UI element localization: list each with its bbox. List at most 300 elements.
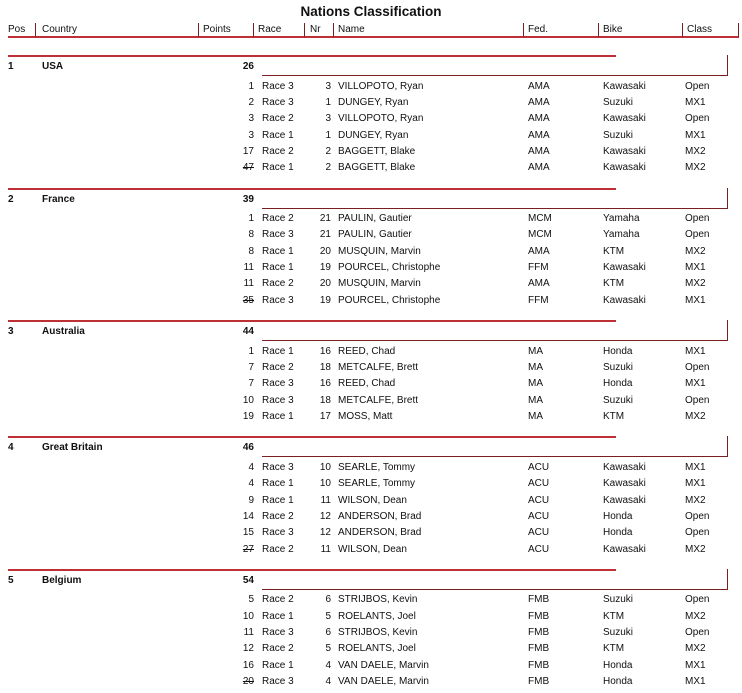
row-points: 2 xyxy=(248,96,254,108)
row-bike: Honda xyxy=(603,345,633,357)
row-rider-name: REED, Chad xyxy=(338,378,396,390)
row-bike: Kawasaki xyxy=(603,494,646,506)
row-points: 1 xyxy=(248,345,254,357)
country-spacer xyxy=(36,509,199,525)
row-points: 11 xyxy=(243,627,254,639)
row-rider-name: SEARLE, Tommy xyxy=(338,478,416,490)
pos-spacer xyxy=(8,509,36,525)
pos-spacer xyxy=(8,592,36,608)
row-rider-number: 20 xyxy=(319,245,331,257)
country-spacer xyxy=(36,641,199,657)
page-title: Nations Classification xyxy=(300,4,442,19)
country-spacer xyxy=(36,493,199,509)
country-spacer xyxy=(36,409,199,425)
row-federation: AMA xyxy=(528,145,550,157)
row-points: 7 xyxy=(248,378,254,390)
row-federation: MA xyxy=(528,394,543,406)
result-row xyxy=(8,260,739,276)
country-spacer xyxy=(36,160,199,176)
row-bike: Honda xyxy=(603,378,633,390)
result-row xyxy=(8,658,739,674)
row-federation: MCM xyxy=(528,213,552,225)
row-class: MX2 xyxy=(685,245,706,257)
row-rider-name: MUSQUIN, Marvin xyxy=(338,245,421,257)
group-country: France xyxy=(42,193,75,205)
row-federation: FMB xyxy=(528,594,550,606)
row-federation: ACU xyxy=(528,494,550,506)
row-class: MX1 xyxy=(685,294,706,306)
group-country: Great Britain xyxy=(42,442,103,454)
row-race: Race 1 xyxy=(262,659,294,671)
row-rider-name: VILLOPOTO, Ryan xyxy=(338,80,424,92)
row-class: MX1 xyxy=(685,96,706,108)
country-spacer xyxy=(36,111,199,127)
row-class: MX2 xyxy=(685,643,706,655)
group-position: 4 xyxy=(8,442,14,454)
result-row xyxy=(8,160,739,176)
row-rider-number: 18 xyxy=(319,394,331,406)
result-row xyxy=(8,293,739,309)
row-bike: Kawasaki xyxy=(603,478,646,490)
row-federation: MA xyxy=(528,345,543,357)
row-class: Open xyxy=(685,627,710,639)
column-header-nr: Nr xyxy=(305,23,334,38)
row-race: Race 1 xyxy=(262,129,294,141)
group-header-underline xyxy=(262,55,728,76)
result-row xyxy=(8,592,739,608)
country-spacer xyxy=(36,227,199,243)
row-rider-name: BAGGETT, Blake xyxy=(338,145,416,157)
pos-spacer xyxy=(8,393,36,409)
pos-spacer xyxy=(8,227,36,243)
group-header-underline xyxy=(262,436,728,457)
row-rider-number: 21 xyxy=(319,213,331,225)
column-header-race: Race xyxy=(254,23,305,38)
result-row xyxy=(8,376,739,392)
row-rider-name: PAULIN, Gautier xyxy=(338,229,412,241)
country-spacer xyxy=(36,376,199,392)
column-header-country: Country xyxy=(36,23,199,38)
row-class: Open xyxy=(685,394,710,406)
country-spacer xyxy=(36,525,199,541)
pos-spacer xyxy=(8,128,36,144)
result-row xyxy=(8,409,739,425)
row-class: Open xyxy=(685,527,710,539)
pos-spacer xyxy=(8,293,36,309)
row-rider-number: 1 xyxy=(325,96,331,108)
result-row xyxy=(8,476,739,492)
row-points: 8 xyxy=(248,245,254,257)
row-bike: Kawasaki xyxy=(603,461,646,473)
row-points: 27 xyxy=(242,543,254,555)
result-row xyxy=(8,79,739,95)
row-rider-number: 4 xyxy=(325,676,331,688)
country-spacer xyxy=(36,276,199,292)
result-row xyxy=(8,674,739,690)
row-bike: Yamaha xyxy=(603,213,640,225)
row-race: Race 3 xyxy=(262,96,294,108)
group-rows xyxy=(8,344,739,426)
result-row xyxy=(8,227,739,243)
row-rider-number: 4 xyxy=(325,659,331,671)
row-federation: AMA xyxy=(528,162,550,174)
row-bike: Honda xyxy=(603,659,633,671)
row-federation: ACU xyxy=(528,478,550,490)
row-points: 14 xyxy=(242,510,254,522)
country-spacer xyxy=(36,674,199,690)
country-spacer xyxy=(36,360,199,376)
pos-spacer xyxy=(8,525,36,541)
row-federation: ACU xyxy=(528,527,550,539)
group-position: 5 xyxy=(8,574,14,586)
column-header-pos: Pos xyxy=(8,23,36,38)
row-rider-number: 12 xyxy=(319,510,331,522)
row-rider-name: VAN DAELE, Marvin xyxy=(338,676,429,688)
result-row xyxy=(8,460,739,476)
result-row xyxy=(8,641,739,657)
row-federation: AMA xyxy=(528,245,550,257)
row-rider-name: DUNGEY, Ryan xyxy=(338,96,409,108)
row-rider-name: BAGGETT, Blake xyxy=(338,162,416,174)
pos-spacer xyxy=(8,658,36,674)
column-header-bike: Bike xyxy=(599,23,683,38)
row-rider-number: 5 xyxy=(325,610,331,622)
row-class: MX1 xyxy=(685,478,706,490)
row-federation: FMB xyxy=(528,659,550,671)
result-row xyxy=(8,95,739,111)
row-bike: Kawasaki xyxy=(603,162,646,174)
row-points: 11 xyxy=(243,278,254,290)
row-rider-name: ROELANTS, Joel xyxy=(338,643,416,655)
result-row xyxy=(8,625,739,641)
group-position: 3 xyxy=(8,326,14,338)
column-header-class: Class xyxy=(683,23,739,38)
result-row xyxy=(8,244,739,260)
row-race: Race 1 xyxy=(262,478,294,490)
row-rider-number: 3 xyxy=(325,113,331,125)
column-header-name: Name xyxy=(334,23,524,38)
row-points: 3 xyxy=(248,113,254,125)
pos-spacer xyxy=(8,79,36,95)
country-spacer xyxy=(36,128,199,144)
row-class: MX1 xyxy=(685,262,706,274)
row-bike: Kawasaki xyxy=(603,262,646,274)
nation-group xyxy=(0,569,742,691)
row-federation: MA xyxy=(528,378,543,390)
row-bike: Suzuki xyxy=(603,96,634,108)
country-spacer xyxy=(36,393,199,409)
row-rider-number: 10 xyxy=(319,478,331,490)
row-points: 1 xyxy=(248,213,254,225)
row-federation: ACU xyxy=(528,461,550,473)
row-rider-number: 17 xyxy=(319,411,331,422)
row-federation: AMA xyxy=(528,80,550,92)
country-spacer xyxy=(36,211,199,227)
row-class: MX1 xyxy=(685,129,706,141)
row-bike: Kawasaki xyxy=(603,543,646,555)
group-rows xyxy=(8,460,739,558)
row-race: Race 2 xyxy=(262,543,294,555)
row-class: MX2 xyxy=(685,162,706,174)
row-points: 17 xyxy=(242,145,254,157)
row-class: Open xyxy=(685,510,710,522)
pos-spacer xyxy=(8,493,36,509)
row-bike: Honda xyxy=(603,676,633,688)
result-row xyxy=(8,144,739,160)
row-bike: Suzuki xyxy=(603,594,634,606)
row-rider-number: 19 xyxy=(319,262,331,274)
row-bike: Suzuki xyxy=(603,394,634,406)
row-rider-name: POURCEL, Christophe xyxy=(338,262,441,274)
row-race: Race 2 xyxy=(262,594,294,606)
row-federation: AMA xyxy=(528,278,550,290)
row-rider-name: WILSON, Dean xyxy=(338,543,407,555)
row-rider-number: 10 xyxy=(319,461,331,473)
row-rider-number: 11 xyxy=(320,494,331,506)
row-bike: Kawasaki xyxy=(603,113,646,125)
pos-spacer xyxy=(8,625,36,641)
country-spacer xyxy=(36,260,199,276)
country-spacer xyxy=(36,609,199,625)
row-class: Open xyxy=(685,113,710,125)
group-header-underline xyxy=(262,569,728,590)
row-race: Race 3 xyxy=(262,229,294,241)
row-race: Race 1 xyxy=(262,610,294,622)
row-points: 19 xyxy=(242,411,254,422)
pos-spacer xyxy=(8,674,36,690)
column-header-fed: Fed. xyxy=(524,23,599,38)
row-race: Race 3 xyxy=(262,676,294,688)
group-points: 39 xyxy=(242,193,254,205)
row-bike: KTM xyxy=(603,245,625,257)
row-class: Open xyxy=(685,361,710,373)
row-points: 12 xyxy=(242,643,254,655)
row-race: Race 3 xyxy=(262,378,294,390)
row-race: Race 1 xyxy=(262,245,294,257)
row-bike: Suzuki xyxy=(603,129,634,141)
row-points: 20 xyxy=(242,676,254,688)
country-spacer xyxy=(36,592,199,608)
country-spacer xyxy=(36,293,199,309)
row-race: Race 2 xyxy=(262,113,294,125)
row-points: 10 xyxy=(242,610,254,622)
row-class: MX2 xyxy=(685,494,706,506)
row-bike: KTM xyxy=(603,643,625,655)
row-class: MX2 xyxy=(685,543,706,555)
row-points: 35 xyxy=(242,294,254,306)
row-race: Race 3 xyxy=(262,461,294,473)
row-rider-name: WILSON, Dean xyxy=(338,494,407,506)
country-spacer xyxy=(36,460,199,476)
row-points: 1 xyxy=(248,80,254,92)
group-rows xyxy=(8,79,739,177)
row-rider-name: VILLOPOTO, Ryan xyxy=(338,113,424,125)
row-rider-name: METCALFE, Brett xyxy=(338,394,419,406)
row-race: Race 2 xyxy=(262,510,294,522)
result-row xyxy=(8,509,739,525)
pos-spacer xyxy=(8,276,36,292)
group-country: Belgium xyxy=(42,574,82,586)
row-rider-number: 3 xyxy=(325,80,331,92)
result-row xyxy=(8,393,739,409)
row-race: Race 3 xyxy=(262,294,294,306)
pos-spacer xyxy=(8,476,36,492)
row-rider-number: 2 xyxy=(325,145,331,157)
row-rider-number: 6 xyxy=(325,594,331,606)
row-federation: AMA xyxy=(528,113,550,125)
row-federation: FFM xyxy=(528,262,549,274)
pos-spacer xyxy=(8,211,36,227)
row-points: 8 xyxy=(248,229,254,241)
row-race: Race 1 xyxy=(262,162,294,174)
row-rider-name: STRIJBOS, Kevin xyxy=(338,594,418,606)
row-race: Race 1 xyxy=(262,262,294,274)
row-rider-name: DUNGEY, Ryan xyxy=(338,129,409,141)
row-rider-number: 6 xyxy=(325,627,331,639)
result-row xyxy=(8,609,739,625)
group-position: 1 xyxy=(8,61,14,72)
row-race: Race 2 xyxy=(262,145,294,157)
pos-spacer xyxy=(8,409,36,425)
row-rider-number: 1 xyxy=(325,129,331,141)
result-row xyxy=(8,344,739,360)
pos-spacer xyxy=(8,376,36,392)
row-points: 9 xyxy=(248,494,254,506)
row-rider-number: 11 xyxy=(320,543,331,555)
result-row xyxy=(8,128,739,144)
group-position: 2 xyxy=(8,193,14,205)
result-row xyxy=(8,276,739,292)
result-row xyxy=(8,360,739,376)
pos-spacer xyxy=(8,344,36,360)
nation-group xyxy=(0,188,742,310)
row-bike: Suzuki xyxy=(603,627,634,639)
country-spacer xyxy=(36,625,199,641)
country-spacer xyxy=(36,542,199,558)
row-rider-number: 12 xyxy=(319,527,331,539)
result-row xyxy=(8,493,739,509)
nation-group xyxy=(0,320,742,425)
row-federation: ACU xyxy=(528,543,550,555)
row-rider-name: POURCEL, Christophe xyxy=(338,294,441,306)
row-federation: MCM xyxy=(528,229,552,241)
row-class: Open xyxy=(685,213,710,225)
column-header-points: Points xyxy=(199,23,254,38)
row-points: 5 xyxy=(248,594,254,606)
group-rows xyxy=(8,211,739,309)
row-points: 7 xyxy=(248,361,254,373)
row-race: Race 3 xyxy=(262,80,294,92)
row-points: 4 xyxy=(248,478,254,490)
group-points: 54 xyxy=(242,574,254,586)
row-rider-name: REED, Chad xyxy=(338,345,396,357)
row-bike: Honda xyxy=(603,527,633,539)
row-class: MX1 xyxy=(685,378,706,390)
row-points: 3 xyxy=(248,129,254,141)
row-rider-number: 18 xyxy=(319,361,331,373)
row-race: Race 2 xyxy=(262,361,294,373)
pos-spacer xyxy=(8,244,36,260)
row-bike: KTM xyxy=(603,278,625,290)
row-race: Race 1 xyxy=(262,494,294,506)
row-federation: FMB xyxy=(528,676,550,688)
row-class: MX2 xyxy=(685,278,706,290)
row-points: 47 xyxy=(242,162,254,174)
row-rider-name: STRIJBOS, Kevin xyxy=(338,627,418,639)
row-rider-number: 21 xyxy=(319,229,331,241)
pos-spacer xyxy=(8,542,36,558)
row-race: Race 2 xyxy=(262,213,294,225)
row-class: MX2 xyxy=(685,411,706,422)
row-class: MX1 xyxy=(685,345,706,357)
row-race: Race 2 xyxy=(262,643,294,655)
result-row xyxy=(8,111,739,127)
row-points: 15 xyxy=(242,527,254,539)
pos-spacer xyxy=(8,360,36,376)
row-federation: FMB xyxy=(528,643,550,655)
row-bike: KTM xyxy=(603,411,625,422)
row-rider-name: PAULIN, Gautier xyxy=(338,213,412,225)
row-rider-name: VAN DAELE, Marvin xyxy=(338,659,429,671)
row-rider-number: 5 xyxy=(325,643,331,655)
nation-group xyxy=(0,55,742,177)
row-class: Open xyxy=(685,229,710,241)
row-class: MX2 xyxy=(685,145,706,157)
row-bike: Suzuki xyxy=(603,361,634,373)
pos-spacer xyxy=(8,609,36,625)
row-class: MX1 xyxy=(685,659,706,671)
row-class: Open xyxy=(685,594,710,606)
country-spacer xyxy=(36,658,199,674)
row-rider-number: 16 xyxy=(319,378,331,390)
row-rider-name: METCALFE, Brett xyxy=(338,361,419,373)
country-spacer xyxy=(36,244,199,260)
row-race: Race 2 xyxy=(262,278,294,290)
country-spacer xyxy=(36,476,199,492)
row-bike: KTM xyxy=(603,610,625,622)
row-rider-number: 20 xyxy=(319,278,331,290)
pos-spacer xyxy=(8,260,36,276)
row-points: 10 xyxy=(242,394,254,406)
row-rider-number: 19 xyxy=(319,294,331,306)
group-country: Australia xyxy=(42,326,85,338)
classification-groups xyxy=(0,55,742,690)
row-class: MX2 xyxy=(685,610,706,622)
row-bike: Honda xyxy=(603,510,633,522)
row-bike: Kawasaki xyxy=(603,294,646,306)
row-federation: FMB xyxy=(528,610,550,622)
country-spacer xyxy=(36,79,199,95)
row-points: 11 xyxy=(243,262,254,274)
row-points: 16 xyxy=(242,659,254,671)
row-federation: MA xyxy=(528,361,543,373)
row-rider-number: 2 xyxy=(325,162,331,174)
pos-spacer xyxy=(8,160,36,176)
row-bike: Kawasaki xyxy=(603,80,646,92)
result-row xyxy=(8,542,739,558)
row-race: Race 1 xyxy=(262,411,294,422)
pos-spacer xyxy=(8,111,36,127)
row-rider-number: 16 xyxy=(319,345,331,357)
row-federation: AMA xyxy=(528,129,550,141)
country-spacer xyxy=(36,144,199,160)
row-class: MX1 xyxy=(685,461,706,473)
row-points: 4 xyxy=(248,461,254,473)
row-class: Open xyxy=(685,80,710,92)
row-race: Race 3 xyxy=(262,394,294,406)
row-rider-name: SEARLE, Tommy xyxy=(338,461,416,473)
group-header-underline xyxy=(262,320,728,341)
